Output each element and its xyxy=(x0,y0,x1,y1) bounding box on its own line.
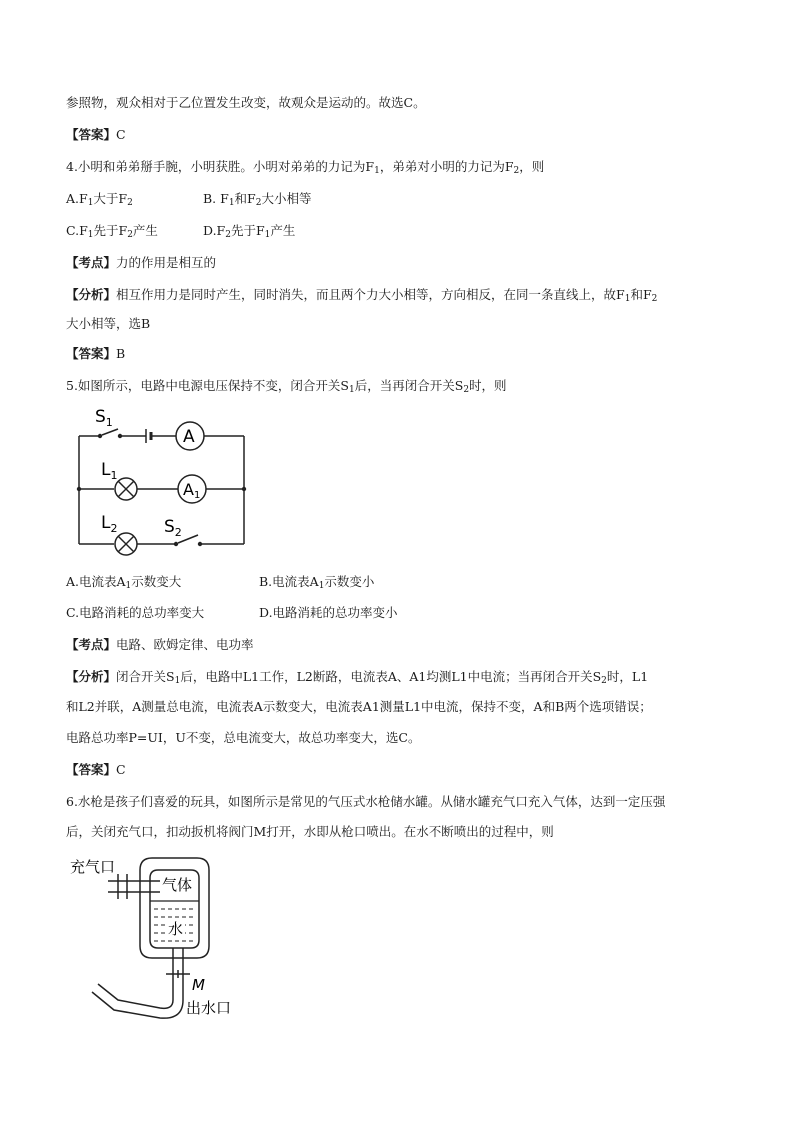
subscript: 1 xyxy=(349,385,355,395)
opt-text: C.F xyxy=(66,223,88,238)
option-5b xyxy=(259,574,374,594)
opt-text: B.电流表A xyxy=(259,574,319,589)
subscript: 1 xyxy=(174,676,181,686)
subscript: 1 xyxy=(318,581,325,591)
option-4b xyxy=(203,191,311,211)
fenxi-text: 时，L1 xyxy=(606,669,649,684)
water-tank-diagram xyxy=(70,850,270,1030)
subscript: 2 xyxy=(225,230,231,240)
subscript: 2 xyxy=(255,198,262,208)
subscript: 1 xyxy=(87,230,94,240)
option-4d xyxy=(203,223,295,243)
answer-5 xyxy=(66,762,126,778)
fenxi-text: 相互作用力是同时产生，同时消失，而且两个力大小相等，方向相反，在同一条直线上，故F xyxy=(116,287,625,302)
q5-text: 5.如图所示，电路中电源电压保持不变，闭合开关S xyxy=(66,378,349,393)
fenxi-4-cont: 大小相等，选B xyxy=(66,316,151,331)
q5-text: 后，当再闭合开关S xyxy=(354,378,464,393)
answer-value: C xyxy=(116,762,126,777)
text-line: 参照物，观众相对于乙位置发生改变，故观众是运动的。故选C。 xyxy=(66,95,426,110)
kaodian-4 xyxy=(66,255,216,271)
gas-label: 气体 xyxy=(162,876,193,894)
opt-text: 产生 xyxy=(270,223,296,238)
subscript: 1 xyxy=(87,198,94,208)
subscript: 2 xyxy=(127,198,133,208)
kaodian-value: 电路、欧姆定律、电功率 xyxy=(116,637,254,652)
subscript: 2 xyxy=(463,385,470,395)
subscript: 1 xyxy=(228,198,235,208)
kaodian-value: 力的作用是相互的 xyxy=(116,255,217,270)
answer-value: C xyxy=(116,127,126,142)
opt-text: A.F xyxy=(66,191,88,206)
fenxi-tag: 【分析】 xyxy=(66,287,117,302)
switch-s1-label: $S_1$ xyxy=(95,407,113,429)
question-6-cont: 后，关闭充气口，扣动扳机将阀门M打开，水即从枪口喷出。在水不断喷出的过程中，则 xyxy=(66,824,554,839)
kaodian-tag: 【考点】 xyxy=(66,637,117,652)
inlet-label: 充气口 xyxy=(70,858,116,876)
fenxi-5-cont: 和L2并联，A测量总电流，电流表A示数变大，电流表A1测量L1中电流，保持不变，A和B两个选项错误； xyxy=(66,699,652,714)
option-4a xyxy=(66,191,133,211)
lamp-l2-label: $L_2$ xyxy=(101,513,118,535)
opt-text: B. F xyxy=(203,191,229,206)
switch-s2-label: $S_2$ xyxy=(164,517,182,539)
opt-text: 产生 xyxy=(132,223,158,238)
outlet-label: 出水口 xyxy=(186,999,232,1017)
answer-value: B xyxy=(116,346,126,361)
opt-text: 先于F xyxy=(93,223,128,238)
option-5d: D.电路消耗的总功率变小 xyxy=(259,605,398,620)
subscript: 1 xyxy=(374,166,380,176)
fenxi-text: 和F xyxy=(630,287,652,302)
kaodian-tag: 【考点】 xyxy=(66,255,117,270)
option-5a xyxy=(66,574,181,594)
fenxi-text: 闭合开关S xyxy=(116,669,175,684)
option-5c: C.电路消耗的总功率变大 xyxy=(66,605,205,620)
ammeter-a-label: A xyxy=(183,427,195,447)
answer-tag: 【答案】 xyxy=(66,346,117,361)
answer-tag: 【答案】 xyxy=(66,762,117,777)
fenxi-5 xyxy=(66,669,648,689)
opt-text: D.F xyxy=(203,223,226,238)
circuit-diagram xyxy=(62,404,262,564)
q5-text: 时，则 xyxy=(469,378,507,393)
opt-text: 和F xyxy=(234,191,256,206)
subscript: 2 xyxy=(651,294,658,304)
opt-text: 示数变大 xyxy=(131,574,182,589)
option-4c xyxy=(66,223,158,243)
opt-text: 大于F xyxy=(93,191,128,206)
q4-text: ，弟弟对小明的力记为F xyxy=(379,159,514,174)
subscript: 2 xyxy=(601,676,607,686)
answer-tag: 【答案】 xyxy=(66,127,117,142)
opt-text: 大小相等 xyxy=(261,191,312,206)
fenxi-text: 后，电路中L1工作，L2断路，电流表A、A1均测L1中电流；当再闭合开关S xyxy=(180,669,602,684)
subscript: 1 xyxy=(624,294,631,304)
question-6: 6.水枪是孩子们喜爱的玩具，如图所示是常见的气压式水枪储水罐。从储水罐充气口充入气体，达到一定压强 xyxy=(66,794,666,809)
question-5 xyxy=(66,378,507,398)
kaodian-5 xyxy=(66,637,254,653)
answer-4 xyxy=(66,346,125,362)
opt-text: A.电流表A xyxy=(66,574,126,589)
q4-text: ，则 xyxy=(519,159,545,174)
opt-text: 先于F xyxy=(230,223,265,238)
fenxi-tag: 【分析】 xyxy=(66,669,117,684)
subscript: 1 xyxy=(264,230,271,240)
q4-text: 4.小明和弟弟掰手腕，小明获胜。小明对弟弟的力记为F xyxy=(66,159,375,174)
ammeter-a1-label: A1 xyxy=(183,480,201,501)
fenxi-4 xyxy=(66,287,657,307)
subscript: 2 xyxy=(127,230,133,240)
answer-line xyxy=(66,127,126,143)
lamp-l1-label: $L_1$ xyxy=(101,460,118,482)
fenxi-5-cont: 电路总功率P=UI，U不变，总电流变大，故总功率变大，选C。 xyxy=(66,730,421,745)
valve-m-label: M xyxy=(192,976,205,994)
opt-text: 示数变小 xyxy=(324,574,375,589)
subscript: 1 xyxy=(125,581,132,591)
question-4 xyxy=(66,159,544,179)
subscript: 2 xyxy=(513,166,520,176)
water-label: 水 xyxy=(168,920,184,938)
